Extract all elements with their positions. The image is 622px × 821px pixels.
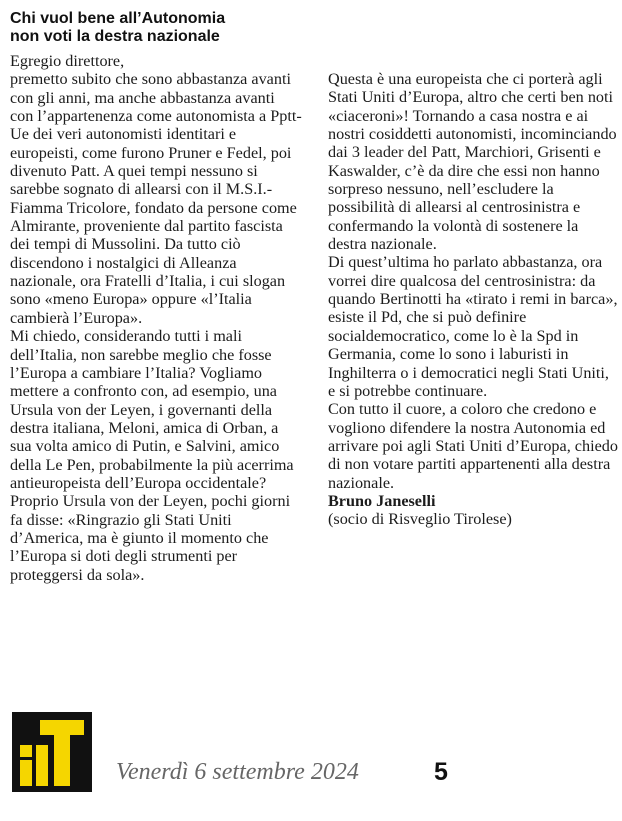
letter-paragraph: premetto subito che sono abbastanza avanti con gli anni, ma anche abbastanza avanti con l’appartenenza come autonomista a Pptt-Ue dei veri autonomisti identitari e europeisti, come furono Pruner e Fedel, poi divenuto Patt. A quei tempi nessuno si sarebbe sognato di allearsi con il M.S.I.-Fiamma Tricolore, fondato da persone come Almirante, proveniente dal partito fascista dei tempi di Mussolini. Da tutto ciò discendono i nostalgici di Alleanza nazionale, ora Fratelli d’Italia, i cui slogan sono «meno Europa» oppure «l’Italia cambierà l’Europa». (10, 70, 302, 327)
logo-i-stem (20, 760, 32, 786)
logo-t-bar (40, 720, 84, 735)
il-t-logo (12, 712, 92, 792)
letter-paragraph: Mi chiedo, considerando tutti i mali dell’Italia, non sarebbe meglio che fosse l’Europa a cambiare l’Italia? Vogliamo mettere a confronto con, ad esempio, una Ursula von der Leyen, i governanti della destra italiana, Meloni, amica di Orban, a sua volta amico di Putin, e Salvini, amico della Le Pen, probabilmente la più acerrima antieuropeista dell’Europa occidentale? (10, 327, 294, 492)
logo-i-dot (20, 745, 32, 757)
letter-column-left (10, 52, 302, 584)
letter-headline (10, 10, 310, 46)
letter-column-right (328, 70, 620, 529)
letter-paragraph: Questa è una europeista che ci porterà agli Stati Uniti d’Europa, altro che certi ben noti «ciaceroni»! Tornando a casa nostra e ai nostri cosiddetti autonomisti, incominciando dai 3 leader del Patt, Marchiori, Grisenti e Kaswalder, c’è da dire che essi non hanno sorpreso nessuno, nell’escludere la possibilità di allearsi al centrosinistra e confermando la volontà di sostenere la destra nazionale. (328, 70, 617, 254)
logo-t-stem (54, 735, 70, 786)
letter-paragraph: Con tutto il cuore, a coloro che credono e vogliono difendere la nostra Autonomia ed arrivare poi agli Stati Uniti d’Europa, chiedo di non votare partiti appartenenti alla destra nazionale. (328, 400, 618, 492)
letter-salutation: Egregio direttore, (10, 52, 125, 70)
signature-note: (socio di Risveglio Tirolese) (328, 510, 512, 529)
letter-paragraph: Di quest’ultima ho parlato abbastanza, ora vorrei dire qualcosa del centrosinistra: da quando Bertinotti ha «tirato i remi in barca», esiste il Pd, che si può definire socialdemocratico, come lo è la Spd in Germania, come lo sono i laburisti in Inghilterra o i democratici negli Stati Uniti, e si potrebbe continuare. (328, 253, 618, 400)
page-number: 5 (434, 758, 448, 786)
headline-line-1: Chi vuol bene all’Autonomia (10, 10, 226, 27)
headline-line-2: non voti la destra nazionale (10, 28, 220, 45)
logo-l-stem (36, 745, 48, 786)
issue-date: Venerdì 6 settembre 2024 (116, 759, 359, 785)
signature-name: Bruno Janeselli (328, 491, 436, 510)
letter-paragraph: Proprio Ursula von der Leyen, pochi giorni fa disse: «Ringrazio gli Stati Uniti d’America, ma è giunto il momento che l’Europa si doti degli strumenti per proteggersi da sola». (10, 492, 291, 584)
